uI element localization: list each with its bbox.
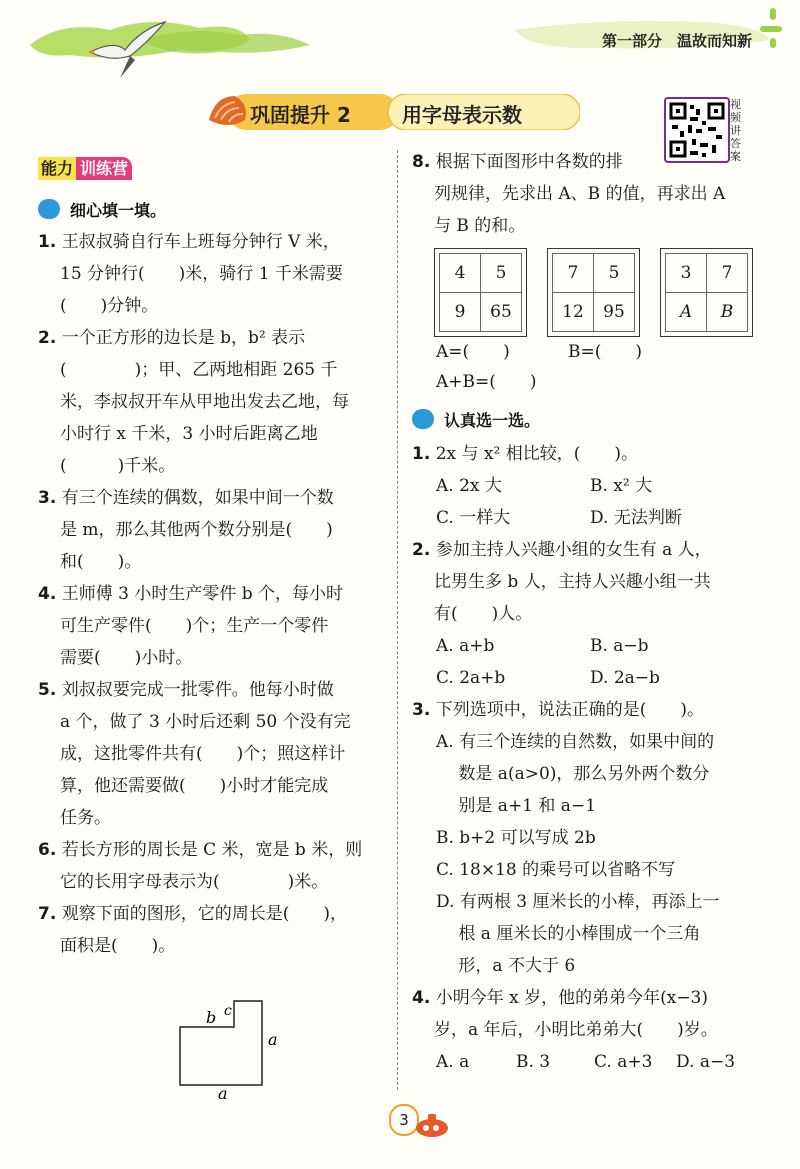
choice-question-2: 2. 参加主持人兴趣小组的女生有 a 人， 比男生多 b 人，主持人兴趣小组一共 有( )人。 A. a+b B. a−b C. 2a+b D. 2a−b [412,534,762,694]
option[interactable]: B. x² 大 [590,476,653,496]
option-line[interactable]: 形，a 不大于 6 [436,956,576,976]
option[interactable]: A. a+b [436,636,495,656]
fig-label-b: b [206,1008,217,1027]
option-line[interactable]: 别是 a+1 和 a−1 [436,796,597,816]
option-line[interactable]: C. 18×18 的乘号可以省略不写 [436,860,676,880]
question-6: 6. 若长方形的周长是 C 米，宽是 b 米，则 它的长用字母表示为( )米。 [38,840,363,892]
question-5: 5. 刘叔叔要完成一批零件。他每小时做 a 个，做了 3 小时后还剩 50 个没有完 成，这批零件共有( )个；照这样计 算，他还需要做( )小时才能完成 任务。 [38,680,351,828]
option[interactable]: B. a−b [590,636,649,656]
shell-icon [205,90,251,134]
option[interactable]: A. 2x 大 [436,476,502,496]
option[interactable]: C. 2a+b [436,668,506,688]
question-3: 3. 有三个连续的偶数，如果中间一个数 是 m，那么其他两个数分别是( ) 和( )。 [38,488,334,572]
option-line[interactable]: 根 a 厘米长的小棒围成一个三角 [436,924,701,944]
number-box-2: 7 5 12 95 [547,248,640,337]
fig-label-c: c [224,1003,232,1019]
page-number: 3 [389,1104,419,1136]
section-number-icon [38,199,60,219]
fig-label-a-side: a [268,1030,278,1049]
option-line[interactable]: D. 有两根 3 厘米长的小棒，再添上一 [436,892,720,912]
number-box-1: 4 5 9 65 [434,248,527,337]
option-line[interactable]: B. b+2 可以写成 2b [436,828,596,848]
ability-badge: 能力 训练营 [38,156,132,179]
option[interactable]: C. 一样大 [436,508,511,528]
question-1: 1. 王叔叔骑自行车上班每分钟行 V 米， 15 分钟行( )米，骑行 1 千米需要 ( )分钟。 [38,232,343,316]
banner-title-2: 用字母表示数 [402,103,522,127]
part-label: 第一部分 温故而知新 [601,32,752,50]
banner-title-1: 巩固提升 2 [250,103,351,127]
option-line[interactable]: 数是 a(a>0)，那么另外两个数分 [436,764,710,784]
question-2: 2. 一个正方形的边长是 b，b² 表示 ( )；甲、乙两地相距 265 千 米，李叔叔开车从甲地出发去乙地，每 小时行 x 千米，3 小时后距离乙地 ( )千米。 [38,328,349,476]
option[interactable]: D. 2a−b [590,668,660,688]
submarine-icon [412,1110,452,1140]
option[interactable]: D. 无法判断 [590,508,682,528]
right-questions [412,438,762,1078]
number-boxes [434,248,753,337]
answer-a[interactable]: A=( ) [436,342,510,362]
option[interactable]: C. a+3 [594,1052,653,1072]
choice-question-3: 3. 下列选项中，说法正确的是( )。 A. 有三个连续的自然数，如果中间的 数是 a(a>0)，那么另外两个数分 别是 a+1 和 a−1 B. b+2 可以写成 2b C. 18×18 的乘号可以省略不写 D. 有两根 3 厘米长的小棒，再添上一 根 a 厘米长的小棒围成一个三角 形，a 不大于 6 [412,694,762,982]
option[interactable]: D. a−3 [676,1052,736,1072]
header-bars-icon [756,8,786,48]
left-questions [38,226,388,962]
answer-b[interactable]: B=( ) [568,342,643,362]
column-divider [397,150,398,1090]
question-8: 8. 根据下面图形中各数的排 列规律，先求出 A、B 的值，再求出 A 与 B 的和。 [412,152,726,236]
section-1-heading: 细心填一填。 [38,198,166,221]
option-line[interactable]: A. 有三个连续的自然数，如果中间的 [436,732,715,752]
choice-question-4: 4. 小明今年 x 岁，他的弟弟今年(x−3) 岁，a 年后，小明比弟弟大( )岁。 A. a B. 3 C. a+3 D. a−3 [412,982,762,1078]
section-2-heading: 认真选一选。 [412,408,540,431]
option[interactable]: A. a [436,1052,470,1072]
number-box-3: 3 7 A B [660,248,753,337]
fig-label-a-bottom: a [218,1084,228,1100]
option[interactable]: B. 3 [516,1052,551,1072]
section-number-icon [412,409,434,429]
choice-question-1: 1. 2x 与 x² 相比较，( )。 A. 2x 大 B. x² 大 C. 一样大 D. 无法判断 [412,438,762,534]
qr-label: 视频讲答案 [730,98,741,163]
question-7: 7. 观察下面的图形，它的周长是( )， 面积是( )。 [38,904,347,956]
answer-sum[interactable]: A+B=( ) [436,372,537,392]
question-4: 4. 王师傅 3 小时生产零件 b 个，每小时 可生产零件( )个；生产一个零件 需要( )小时。 [38,584,344,668]
figure-q7 [170,995,290,1100]
